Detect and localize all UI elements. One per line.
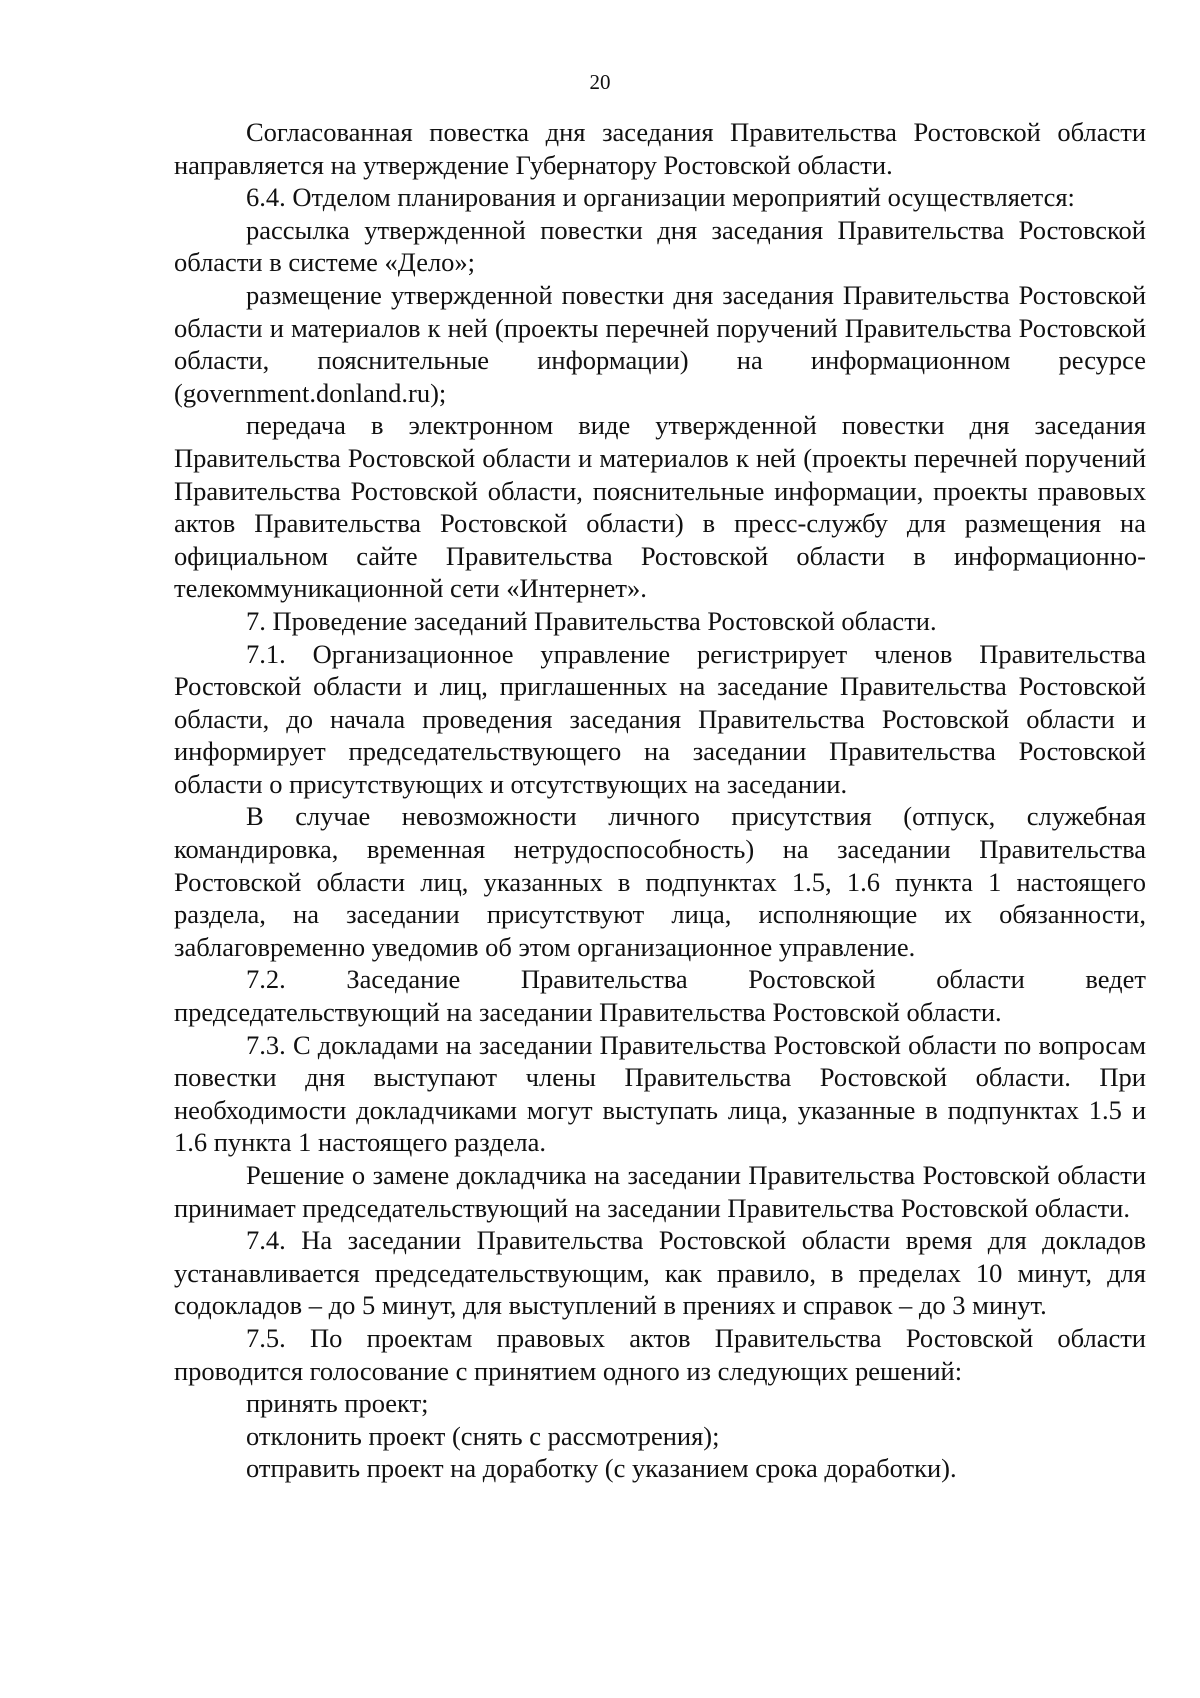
list-item-rework: отправить проект на доработку (с указанием срока доработки).	[246, 1453, 957, 1484]
paragraph-agenda-approval: Согласованная повестка дня заседания Правительства Ростовской области направляется на утверждение Губернатору Ростовской области.	[174, 117, 1146, 180]
paragraph-7-1: 7.1. Организационное управление регистрирует членов Правительства Ростовской области и лиц, приглашенных на заседание Правительства Ростовской области, до начала проведения заседания Правительства Ростовской области и информирует председательствующего на заседании Правительства Ростовской области о присутствующих и отсутствующих на заседании.	[174, 638, 1146, 799]
paragraph-7-4: 7.4. На заседании Правительства Ростовской области время для докладов устанавливается председательствующим, как правило, в пределах 10 минут, для содокладов – до 5 минут, для выступлений в прениях и справок – до 3 минут.	[174, 1225, 1146, 1321]
paragraph-6-4-heading: 6.4. Отделом планирования и организации мероприятий осуществляется:	[246, 182, 1075, 213]
paragraph-7-5: 7.5. По проектам правовых актов Правительства Ростовской области проводится голосование с принятием одного из следующих решений:	[174, 1322, 1146, 1386]
page-number: 20	[589, 70, 611, 94]
paragraph-7-3: 7.3. С докладами на заседании Правительства Ростовской области по вопросам повестки дня выступают члены Правительства Ростовской области. При необходимости докладчиками могут выступать лица, указанные в подпунктах 1.5 и 1.6 пункта 1 настоящего раздела.	[174, 1029, 1146, 1158]
paragraph-section-7-heading: 7. Проведение заседаний Правительства Ростовской области.	[246, 605, 937, 636]
paragraph-distribution: рассылка утвержденной повестки дня заседания Правительства Ростовской области в системе «Дело»;	[174, 214, 1146, 278]
document-body	[174, 116, 1146, 1485]
paragraph-electronic-transfer: передача в электронном виде утвержденной повестки дня заседания Правительства Ростовской области и материалов к ней (проекты перечней поручений Правительства Ростовской области, пояснительные информации, проекты правовых актов Правительства Ростовской области) в пресс-службу для размещения на официальном сайте Правительства Ростовской области в информационно-телекоммуникационной сети «Интернет».	[174, 410, 1146, 604]
paragraph-placement: размещение утвержденной повестки дня заседания Правительства Ростовской области и материалов к ней (проекты перечней поручений Правительства Ростовской области, пояснительные информации) на информационном ресурсе (government.donland.ru);	[174, 279, 1146, 408]
paragraph-absence: В случае невозможности личного присутствия (отпуск, служебная командировка, временная нетрудоспособность) на заседании Правительства Ростовской области лиц, указанных в подпунктах 1.5, 1.6 пункта 1 настоящего раздела, на заседании присутствуют лица, исполняющие их обязанности, заблаговременно уведомив об этом организационное управление.	[174, 801, 1146, 962]
paragraph-speaker-replacement: Решение о замене докладчика на заседании Правительства Ростовской области принимает председательствующий на заседании Правительства Ростовской области.	[174, 1160, 1146, 1223]
list-item-accept: принять проект;	[246, 1388, 429, 1419]
list-item-reject: отклонить проект (снять с рассмотрения);	[246, 1420, 720, 1451]
paragraph-7-2: 7.2. Заседание Правительства Ростовской области ведет председательствующий на заседании Правительства Ростовской области.	[174, 964, 1146, 1028]
